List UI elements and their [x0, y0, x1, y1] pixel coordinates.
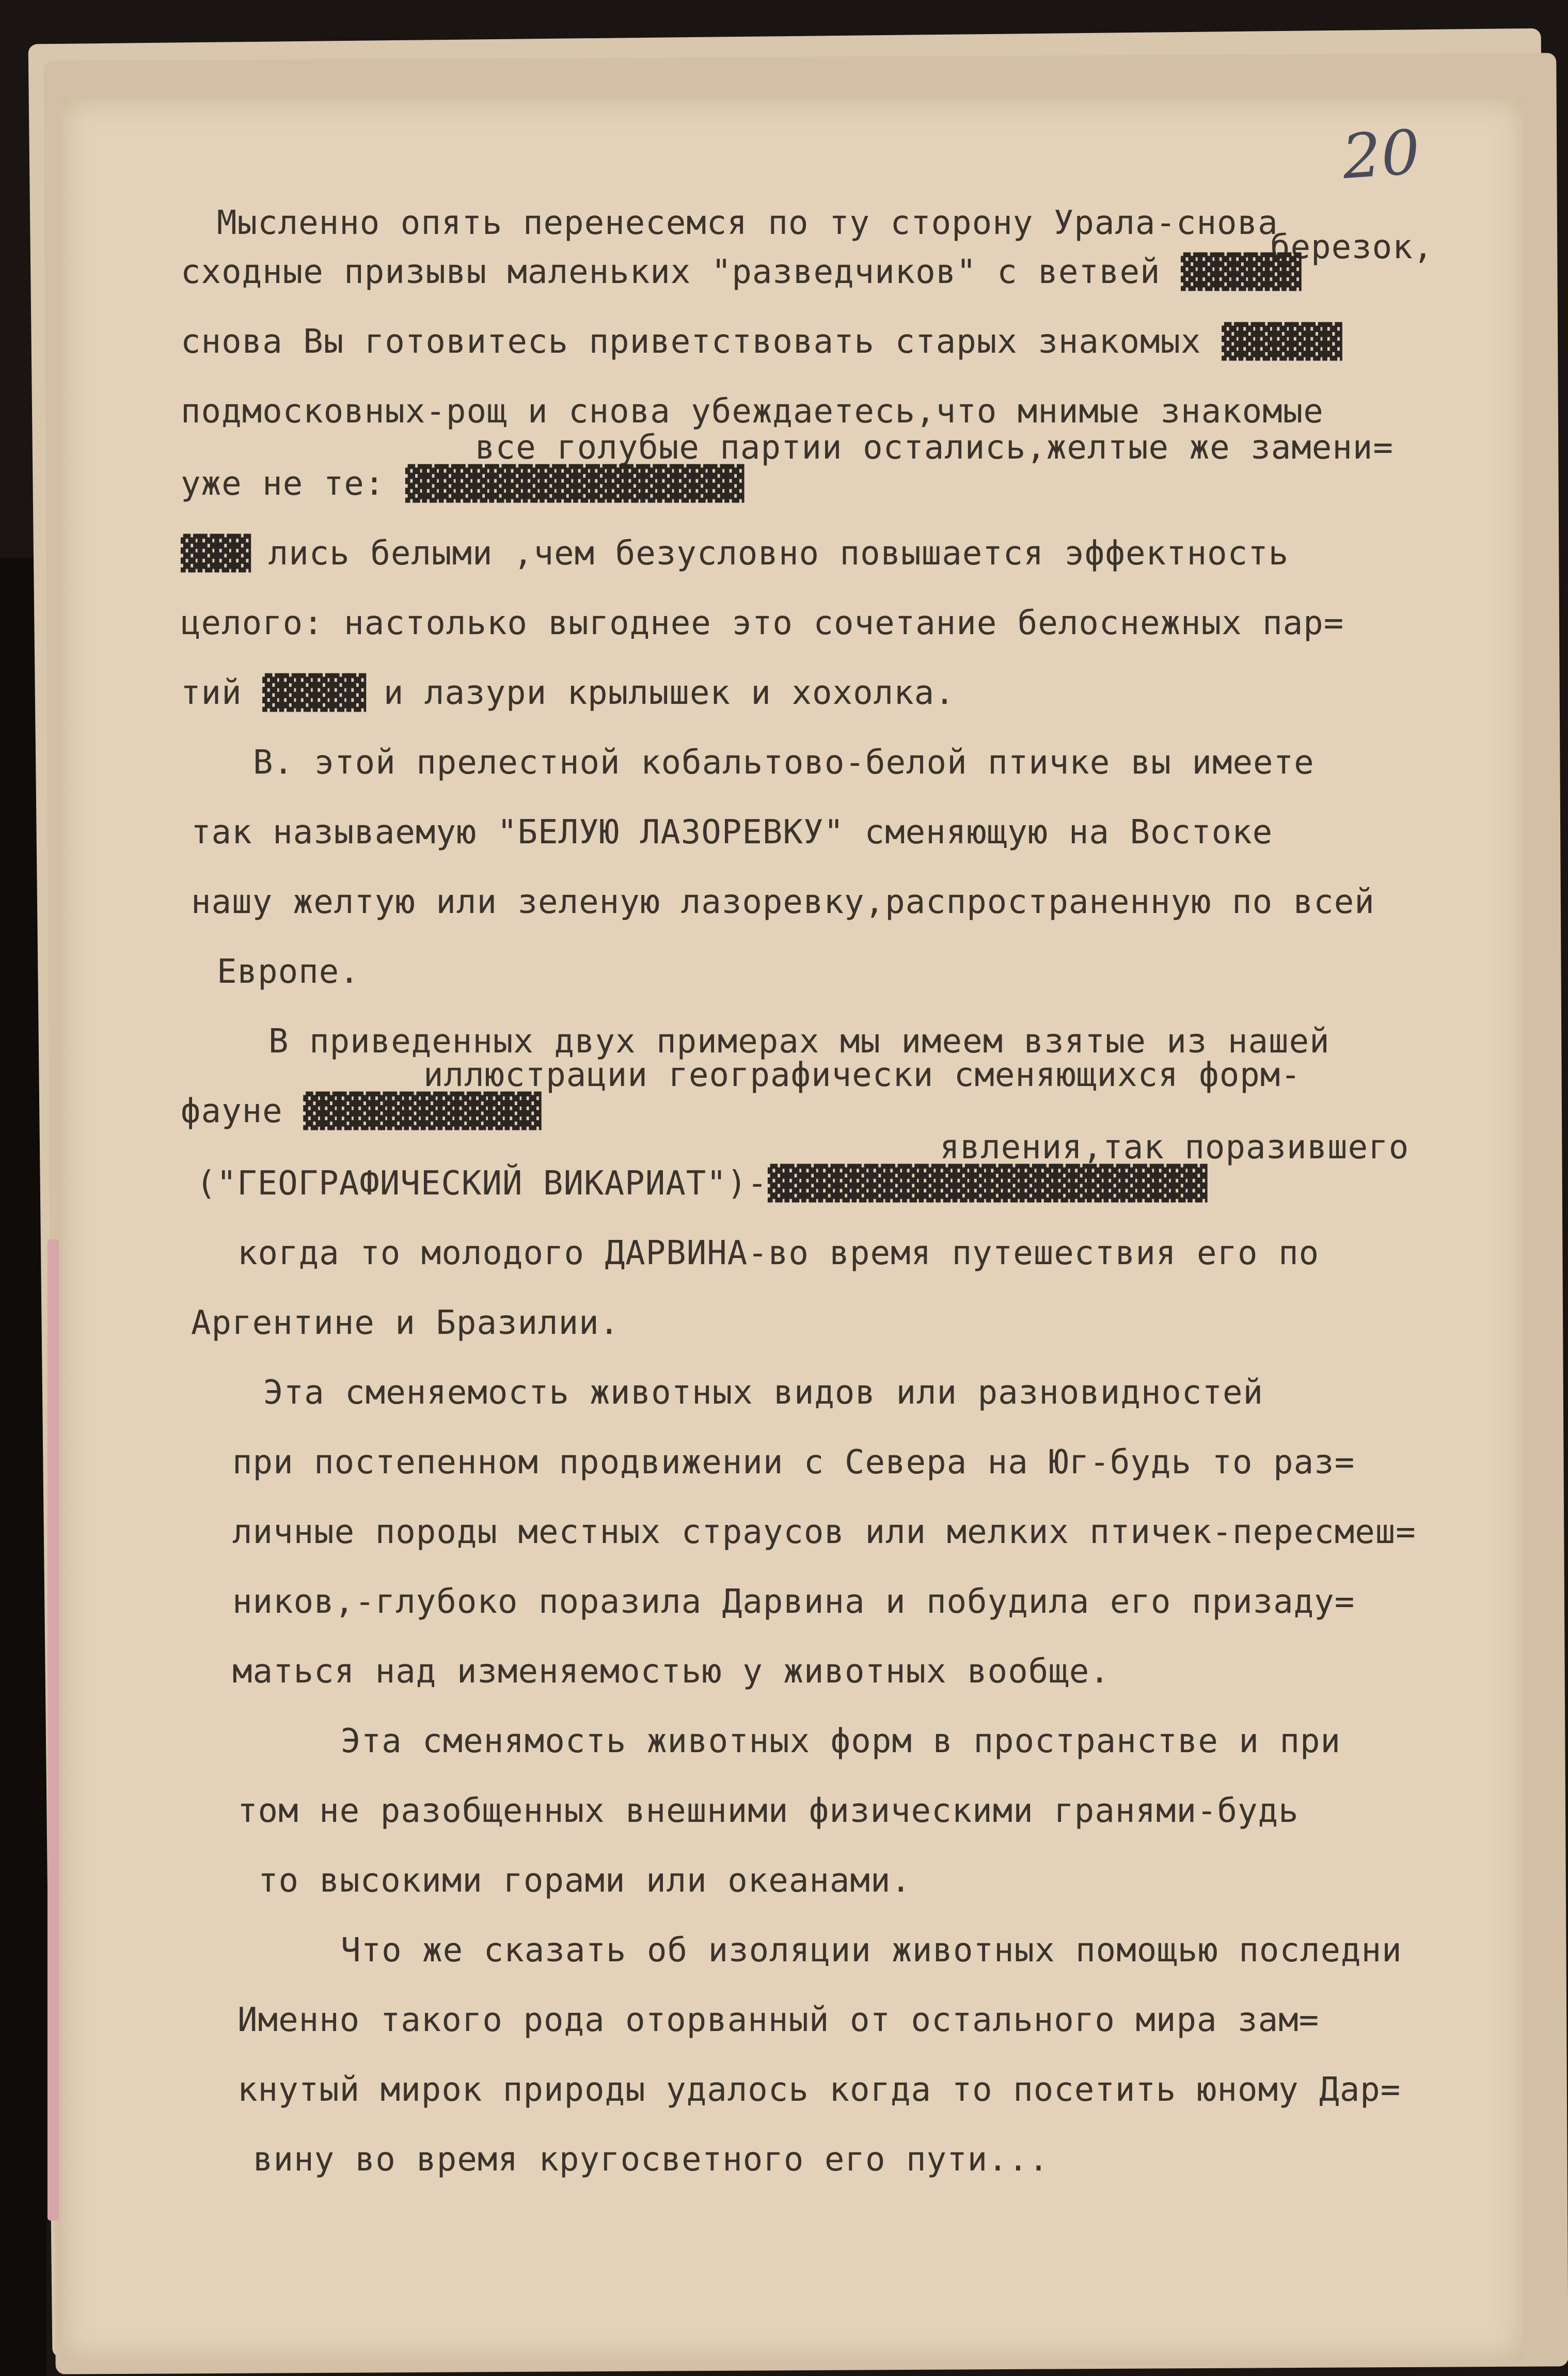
text-line: Аргентине и Бразилии. [191, 1304, 620, 1342]
typewritten-page [62, 98, 1523, 2360]
text-line [181, 465, 741, 503]
text-line: Мысленно опять перенесемся по ту сторону Урала-снова [217, 204, 1278, 242]
text-line-part: тий [181, 674, 242, 712]
text-line [181, 323, 1339, 361]
text-line-part: и лазури крылышек и хохолка. [383, 674, 955, 712]
text-line [181, 534, 1289, 573]
text-line-part: фауне [181, 1092, 283, 1130]
text-line [196, 1165, 1205, 1203]
text-line: Европе. [217, 953, 360, 991]
inserted-text: иллюстрации географически сменяющихся форм- [423, 1056, 1301, 1094]
text-line: целого: настолько выгоднее это сочетание белоснежных пар= [181, 604, 1344, 642]
text-line-part: лись белыми ,чем безусловно повышается эффектность [268, 534, 1289, 573]
text-line: когда то молодого ДАРВИНА-во время путешествия его по [237, 1234, 1320, 1272]
struck-out-text: ▓▓▓▓▓▓▓▓▓▓▓▓▓▓ [303, 1092, 538, 1130]
text-line: В. этой прелестной кобальтово-белой птичке вы имеете [253, 744, 1314, 782]
text-line: так называемую "БЕЛУЮ ЛАЗОРЕВКУ" сменяющую на Востоке [191, 813, 1273, 852]
text-line [181, 674, 955, 712]
text-line-part: снова Вы готовитесь приветствовать старых знакомых [181, 323, 1201, 361]
text-line-part: уже не те: [181, 465, 385, 503]
text-line: Что же сказать об изоляции животных помощью последни [341, 1931, 1402, 1970]
text-line: том не разобщенных внешними физическими гранями-будь [237, 1792, 1299, 1830]
text-line: вину во время кругосветного его пути... [253, 2141, 1049, 2179]
text-line-part: сходные призывы маленьких "разведчиков" с ветвей [181, 253, 1161, 291]
text-line: Эта сменямость животных форм в пространстве и при [341, 1722, 1341, 1760]
text-line: подмосковных-рощ и снова убеждаетесь,что мнимые знакомые [181, 392, 1324, 431]
text-line: В приведенных двух примерах мы имеем взятые из нашей [268, 1022, 1330, 1061]
struck-out-text: ▓▓▓▓▓▓▓ [1222, 323, 1339, 361]
text-line: маться над изменяемостью у животных вообще. [232, 1653, 1110, 1691]
text-line-part: ("ГЕОГРАФИЧЕСКИЙ ВИКАРИАТ")- [196, 1165, 768, 1203]
text-line: Именно такого рода оторванный от остального мира зам= [237, 2001, 1320, 2039]
struck-out-text: ▓▓▓▓▓▓ [262, 674, 363, 712]
pink-sheet-edge [47, 1239, 59, 2221]
struck-out-text: ▓▓▓▓▓▓▓ [1181, 253, 1298, 291]
text-line: ников,-глубоко поразила Дарвина и побудила его призаду= [232, 1583, 1355, 1621]
text-line [181, 253, 1298, 291]
struck-out-text: ▓▓▓▓ [181, 534, 248, 573]
page-number: 20 [1340, 116, 1422, 193]
text-line: то высокими горами или океанами. [258, 1862, 911, 1900]
struck-out-text: ▓▓▓▓▓▓▓▓▓▓▓▓▓▓▓▓▓▓▓▓ [405, 465, 741, 503]
text-line: личные породы местных страусов или мелких птичек-пересмеш= [232, 1513, 1416, 1551]
inserted-text: все голубые партии остались,желтые же замени= [475, 429, 1393, 467]
text-line: кнутый мирок природы удалось когда то посетить юному Дар= [237, 2071, 1401, 2109]
text-line: Эта сменяемость животных видов или разновидностей [263, 1374, 1264, 1412]
text-line: нашу желтую или зеленую лазоревку,распространенную по всей [191, 883, 1375, 921]
inserted-text: явления,так поразившего [940, 1128, 1409, 1167]
text-line: при постепенном продвижении с Севера на Юг-будь то раз= [232, 1443, 1355, 1482]
struck-out-text: ▓▓▓▓▓▓▓▓▓▓▓▓▓▓▓▓▓▓▓▓▓▓▓▓▓▓ [767, 1165, 1205, 1203]
inserted-text: березок, [1270, 228, 1434, 266]
text-line [181, 1092, 538, 1130]
